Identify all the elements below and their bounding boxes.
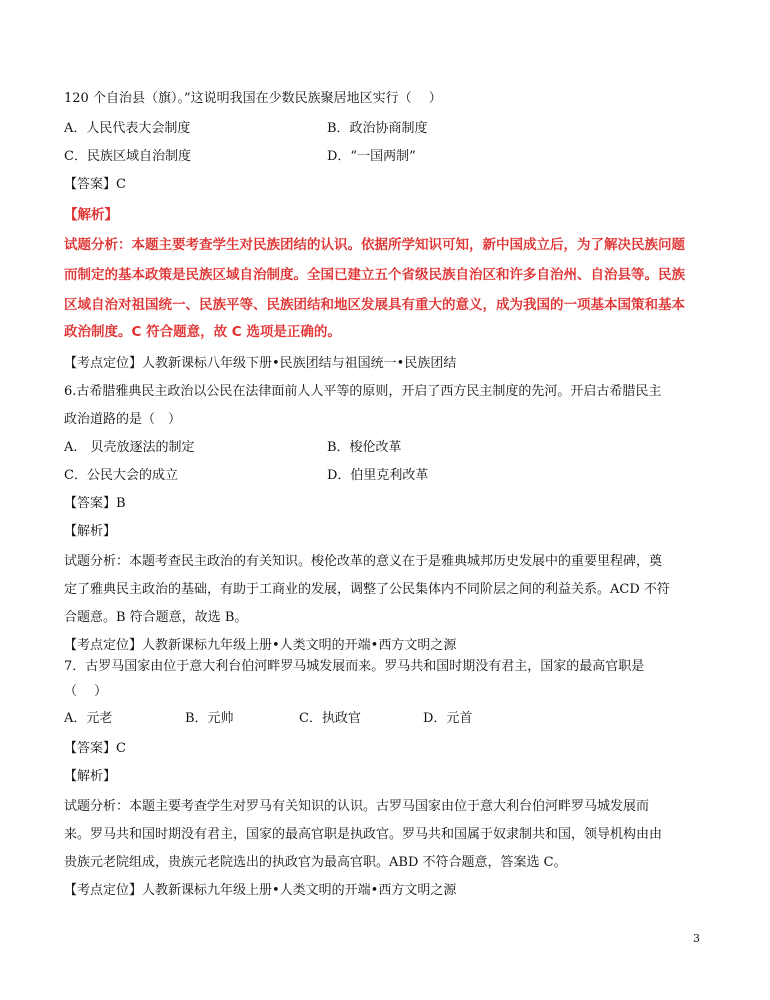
q7-option-a: A．元老 [64, 711, 113, 726]
q7-option-d: D．元首 [423, 711, 473, 726]
q7-option-c: C．执政官 [299, 711, 361, 726]
q6-stem-line-1: 6.古希腊雅典民主政治以公民在法律面前人人平等的原则，开启了西方民主制度的先河。开启古希腊民主 [64, 384, 662, 399]
q5-stem: 120 个自治县（旗）。”这说明我国在少数民族聚居地区实行（ ） [64, 91, 442, 106]
q7-option-b: B．元帅 [185, 711, 234, 726]
q7-analysis-line-2: 来。罗马共和国时期没有君主，国家的最高官职是执政官。罗马共和国属于奴隶制共和国，领导机构由由 [64, 827, 663, 842]
page-number: 3 [693, 932, 700, 945]
q5-option-a: A．人民代表大会制度 [64, 121, 191, 136]
q6-analysis-line-2: 定了雅典民主政治的基础，有助于工商业的发展，调整了公民集体内不同阶层之间的利益关系。ACD 不符 [64, 582, 670, 597]
q7-analysis-line-3: 贵族元老院组成，贵族元老院选出的执政官为最高官职。ABD 不符合题意，答案选 C。 [64, 855, 567, 870]
q5-kaodian: 【考点定位】人教新课标八年级下册•民族团结与祖国统一•民族团结 [64, 356, 457, 371]
q5-analysis-title: 【解析】 [64, 207, 118, 223]
q5-answer: 【答案】C [64, 177, 126, 192]
q6-stem-line-2: 政治道路的是（ ） [64, 412, 182, 427]
q6-analysis-line-1: 试题分析：本题考查民主政治的有关知识。梭伦改革的意义在于是雅典城邦历史发展中的重要里程碑，奠 [64, 554, 663, 569]
q5-analysis-line-1: 试题分析：本题主要考查学生对民族团结的认识。依据所学知识可知，新中国成立后，为了解决民族问题 [64, 237, 685, 253]
q5-analysis-line-4: 政治制度。C 符合题意，故 C 选项是正确的。 [64, 324, 341, 340]
q5-analysis-line-2: 而制定的基本政策是民族区域自治制度。全国已建立五个省级民族自治区和许多自治州、自治县等。民族 [64, 267, 685, 283]
q7-stem-line-1: 7．古罗马国家由位于意大利台伯河畔罗马城发展而来。罗马共和国时期没有君主，国家的最高官职是 [64, 659, 645, 674]
q7-analysis-title: 【解析】 [64, 769, 117, 784]
q6-analysis-title: 【解析】 [64, 524, 117, 539]
q5-option-b: B．政治协商制度 [327, 121, 428, 136]
q6-option-c: C．公民大会的成立 [64, 468, 178, 483]
q5-option-d: D．“一国两制” [327, 149, 416, 164]
q7-stem-line-2: （ ） [64, 684, 108, 699]
q6-analysis-line-3: 合题意。B 符合题意，故选 B。 [64, 610, 248, 625]
q5-analysis-line-3: 区域自治对祖国统一、民族平等、民族团结和地区发展具有重大的意义，成为我国的一项基本国策和基本 [64, 297, 685, 313]
q7-kaodian: 【考点定位】人教新课标九年级上册•人类文明的开端•西方文明之源 [64, 883, 457, 898]
q6-option-b: B．梭伦改革 [327, 440, 402, 455]
q6-option-d: D．伯里克利改革 [327, 468, 429, 483]
q7-analysis-line-1: 试题分析：本题主要考查学生对罗马有关知识的认识。古罗马国家由位于意大利台伯河畔罗马城发展而 [64, 799, 650, 814]
q6-option-a: A. 贝壳放逐法的制定 [64, 440, 195, 455]
q5-option-c: C．民族区域自治制度 [64, 149, 191, 164]
q6-kaodian: 【考点定位】人教新课标九年级上册•人类文明的开端•西方文明之源 [64, 638, 457, 653]
q6-answer: 【答案】B [64, 496, 126, 511]
q7-answer: 【答案】C [64, 741, 126, 756]
